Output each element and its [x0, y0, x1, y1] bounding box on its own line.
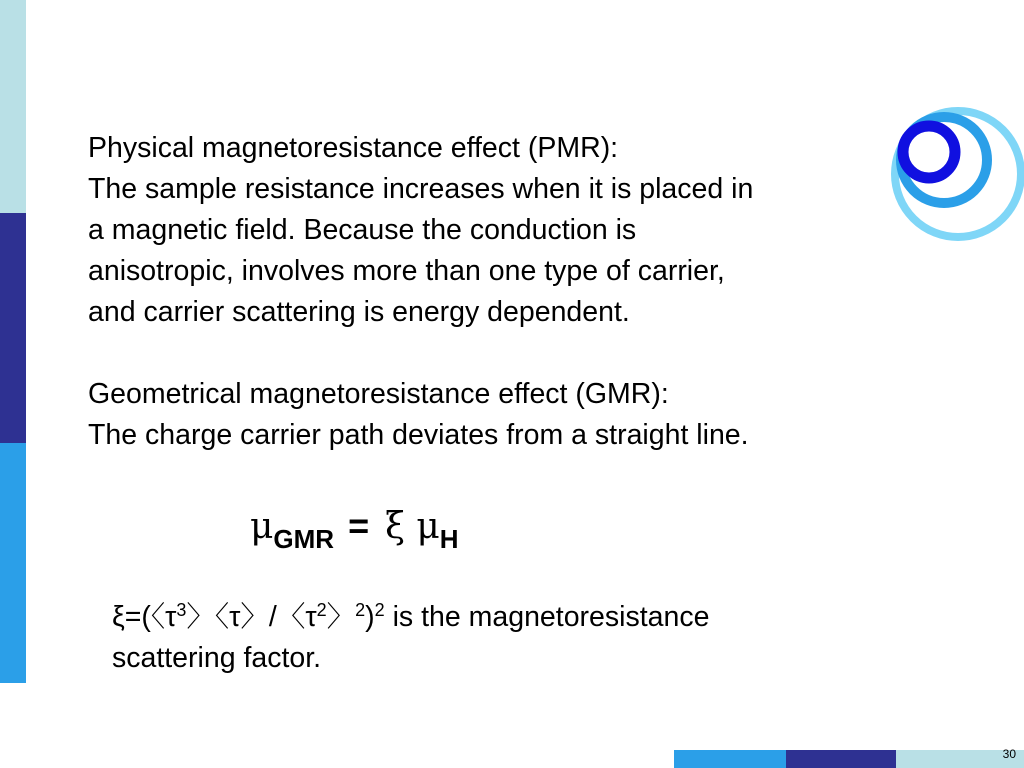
- left-stripe-dark: [0, 213, 26, 443]
- xi-part-1: ξ=(〈τ: [112, 601, 177, 633]
- left-stripe-blue: [0, 443, 26, 683]
- left-stripe-light: [0, 0, 26, 213]
- formula-xi: ξ: [385, 506, 405, 547]
- pmr-line-4: and carrier scattering is energy dependent.: [88, 296, 630, 328]
- formula-mu: μ: [250, 506, 274, 547]
- xi-sup-4: 2: [374, 600, 385, 620]
- gmr-line-1: The charge carrier path deviates from a straight line.: [88, 419, 749, 451]
- xi-part-4: ): [365, 601, 375, 633]
- formula-h-subscript: H: [439, 524, 459, 554]
- concentric-rings-logo: [880, 100, 1024, 245]
- pmr-line-2: a magnetic field. Because the conduction is: [88, 214, 637, 246]
- body-text: [88, 128, 888, 456]
- xi-definition-line-1: [112, 597, 912, 638]
- xi-sup-3: 2: [355, 600, 366, 620]
- bottom-bar-dark: [786, 750, 896, 768]
- xi-part-3: 〉: [326, 601, 356, 633]
- formula-equals: =: [348, 505, 370, 546]
- pmr-line-3: anisotropic, involves more than one type of carrier,: [88, 255, 725, 287]
- pmr-line-1: The sample resistance increases when it is placed in: [88, 173, 754, 205]
- formula-mu-h: μ: [416, 506, 440, 547]
- bottom-bar-blue: [674, 750, 786, 768]
- paragraph-gap: [88, 333, 888, 374]
- xi-definition: [112, 597, 912, 679]
- xi-part-2: 〉〈τ〉/〈τ: [186, 601, 317, 633]
- xi-part-5: is the magnetoresistance: [384, 601, 710, 633]
- xi-sup-2: 2: [316, 600, 327, 620]
- inner-ring: [903, 126, 955, 178]
- formula-gmr-subscript: GMR: [273, 524, 335, 554]
- xi-sup-1: 3: [176, 600, 187, 620]
- mobility-formula: [250, 505, 459, 554]
- gmr-heading: Geometrical magnetoresistance effect (GMR):: [88, 378, 669, 410]
- page-number: 30: [1002, 747, 1016, 761]
- pmr-heading: Physical magnetoresistance effect (PMR):: [88, 132, 619, 164]
- xi-definition-line-2: scattering factor.: [112, 642, 322, 674]
